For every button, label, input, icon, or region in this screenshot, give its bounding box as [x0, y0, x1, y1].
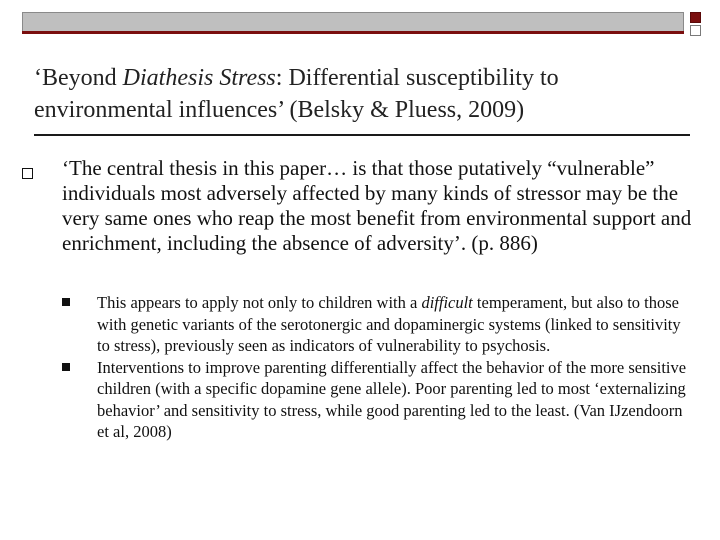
accent-square-outline [690, 25, 701, 36]
sub-bullet-item [62, 357, 692, 443]
title-divider [34, 134, 690, 136]
hollow-square-bullet-icon [22, 168, 33, 179]
sub-bullet-text-before: Interventions to improve parenting differentially affect the behavior of the more sensitive children (with a specific dopamine gene allele). Poor parenting led to most ‘externalizing behavior’ and sensitivity to stress, while good parenting led to the least. (Van IJzendoorn et al, 2008) [97, 357, 687, 441]
filled-square-bullet-icon [62, 363, 70, 371]
slide-title: ‘Beyond Diathesis Stress: Differential susceptibility to environmental influences’ (Belsky & Pluess, 2009) [34, 65, 559, 123]
header-bar [22, 12, 684, 32]
header-bar-accent [22, 31, 684, 34]
sub-bullet-text-before: This appears to apply not only to children with a [97, 293, 422, 312]
filled-square-bullet-icon [62, 298, 70, 306]
accent-square-filled [690, 12, 701, 23]
main-bullet-text: ‘The central thesis in this paper… is that those putatively “vulnerable” individuals most adversely affected by many kinds of stressor may be the very same ones who reap the most benefit from environmental support and enrichment, including the absence of adversity’. (p. 886) [62, 156, 692, 255]
sub-bullet-item [62, 292, 692, 357]
sub-bullet-text-after: temperament, but also to those with genetic variants of the serotonergic and dopaminergic systems (linked to sensitivity to stress), previously seen as indicators of vulnerability to psychosis. [97, 293, 681, 355]
sub-bullet-list [62, 292, 692, 443]
sub-bullet-text-italic: difficult [421, 293, 473, 312]
